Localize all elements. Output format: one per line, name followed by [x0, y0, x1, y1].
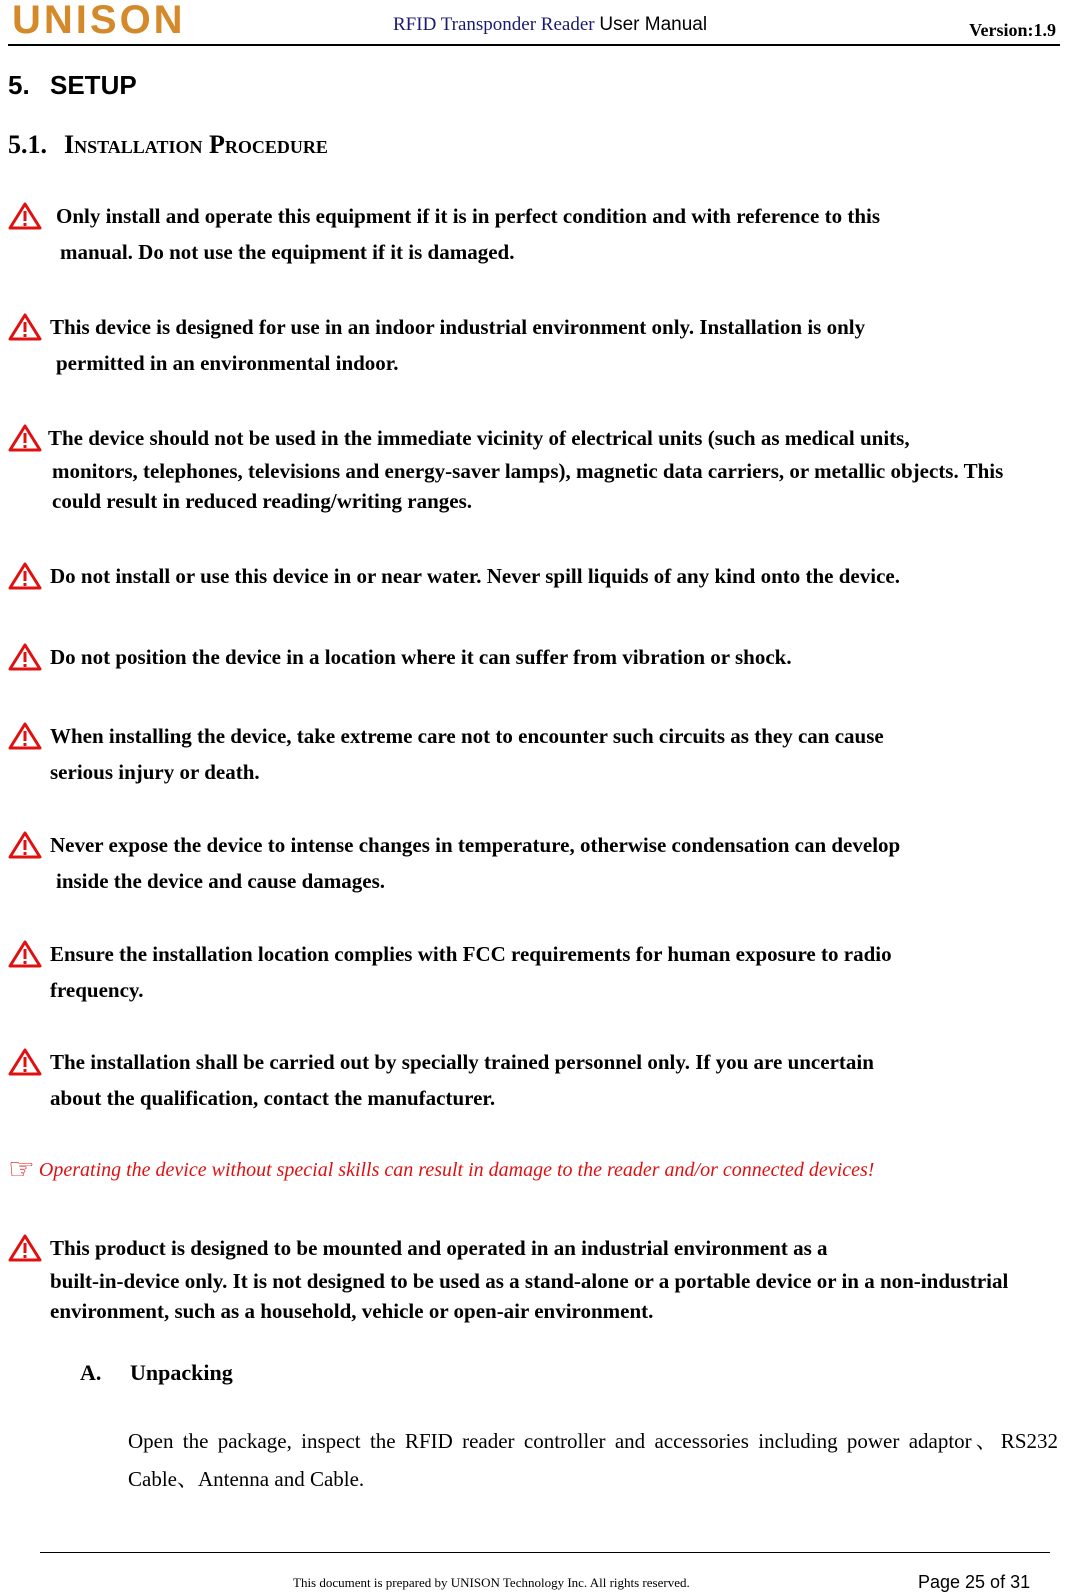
document-title-suffix: User Manual	[599, 14, 708, 35]
warning-triangle-icon	[8, 1048, 42, 1076]
warning-triangle-icon	[8, 202, 42, 230]
document-title-main: RFID Transponder Reader	[393, 14, 595, 35]
warning-text: Never expose the device to intense changes in temperature, otherwise condensation can develop	[50, 833, 901, 857]
warning-item	[8, 198, 1058, 270]
subsection-heading	[8, 130, 328, 160]
warning-text: The device should not be used in the immediate vicinity of electrical units (such as medical units,	[48, 426, 910, 450]
warning-continuation: about the qualification, contact the manufacturer.	[50, 1086, 496, 1110]
operating-note	[8, 1152, 1058, 1187]
document-title	[393, 14, 707, 36]
warning-text: This device is designed for use in an indoor industrial environment only. Installation is only	[50, 315, 866, 339]
warning-item	[8, 309, 1058, 381]
warning-triangle-icon	[8, 722, 42, 750]
copyright-note: This document is prepared by UNISON Technology Inc. All rights reserved.	[293, 1575, 690, 1590]
section-number: 5.	[8, 70, 30, 100]
subsection-number: 5.1.	[8, 130, 47, 159]
warning-triangle-icon	[8, 643, 42, 671]
section-title: SETUP	[50, 70, 137, 100]
document-version: Version:1.9	[969, 20, 1056, 40]
unpacking-title: Unpacking	[130, 1360, 233, 1385]
unpacking-label: A.	[80, 1360, 102, 1385]
warning-continuation: built-in-device only. It is not designed to be used as a stand-alone or a portable device or in a non-industrial environment, such as a household, vehicle or open-air environment.	[50, 1269, 1009, 1323]
pointing-hand-icon: ☞	[8, 1153, 35, 1186]
page-number: Page 25 of 31	[918, 1572, 1031, 1592]
warning-continuation: inside the device and cause damages.	[56, 869, 386, 893]
warning-continuation: permitted in an environmental indoor.	[56, 351, 399, 375]
warning-continuation: manual. Do not use the equipment if it is damaged.	[60, 240, 515, 264]
warning-triangle-icon	[8, 562, 42, 590]
warning-item	[8, 1044, 1058, 1116]
warning-continuation: frequency.	[50, 978, 144, 1002]
warning-continuation: serious injury or death.	[50, 760, 260, 784]
subsection-title: Installation Procedure	[64, 130, 328, 159]
unpacking-heading	[80, 1360, 233, 1386]
warning-text: Ensure the installation location complies with FCC requirements for human exposure to radio	[50, 942, 892, 966]
warning-text: When installing the device, take extreme care not to encounter such circuits as they can cause	[50, 724, 884, 748]
warning-text: Do not install or use this device in or near water. Never spill liquids of any kind onto the device.	[50, 564, 900, 588]
warning-text: Do not position the device in a location where it can suffer from vibration or shock.	[50, 645, 792, 669]
operating-note-text: Operating the device without special skills can result in damage to the reader and/or connected devices!	[38, 1159, 875, 1181]
warning-text: The installation shall be carried out by specially trained personnel only. If you are uncertain	[50, 1050, 874, 1074]
warning-text: This product is designed to be mounted and operated in an industrial environment as a	[50, 1236, 828, 1260]
warning-item	[8, 936, 1058, 1008]
warning-continuation: monitors, telephones, televisions and energy-saver lamps), magnetic data carriers, or metallic objects. This could result in reduced reading/writing ranges.	[52, 459, 1004, 513]
warning-item	[8, 639, 1058, 675]
warning-triangle-icon	[8, 1234, 42, 1262]
footer-divider	[40, 1552, 1050, 1553]
warning-triangle-icon	[8, 940, 42, 968]
warning-item	[8, 718, 1058, 790]
warning-text: Only install and operate this equipment if it is in perfect condition and with reference to this	[56, 204, 881, 228]
page-header	[8, 0, 1060, 46]
warning-triangle-icon	[8, 424, 42, 452]
warning-item	[8, 827, 1058, 899]
unpacking-paragraph: Open the package, inspect the RFID reader controller and accessories including power adaptor、RS232 Cable、Antenna and Cable.	[128, 1429, 1058, 1491]
warning-triangle-icon	[8, 831, 42, 859]
warning-item	[8, 1230, 1058, 1326]
company-logo: UNISON	[12, 0, 186, 42]
section-heading	[8, 70, 137, 101]
warning-item	[8, 558, 1058, 594]
warning-item	[8, 420, 1058, 516]
warning-triangle-icon	[8, 313, 42, 341]
